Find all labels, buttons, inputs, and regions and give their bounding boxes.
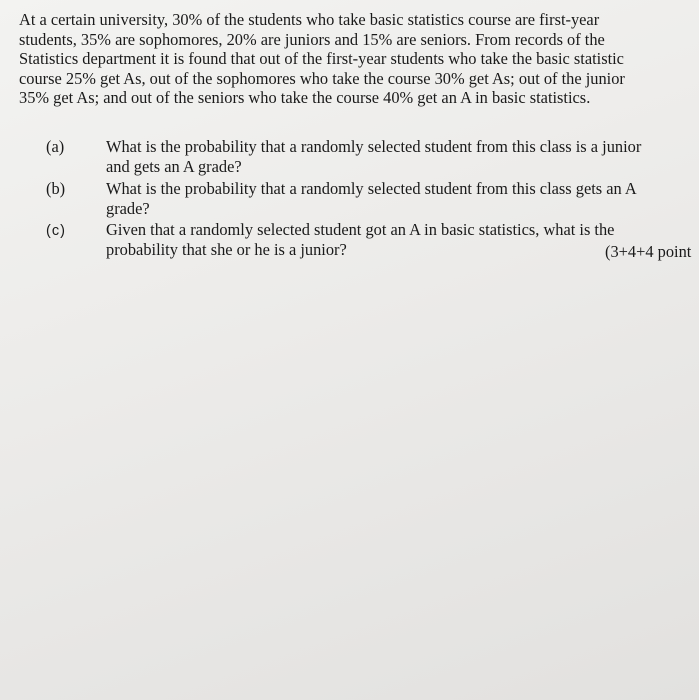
question-line: What is the probability that a randomly selected student from this class is a junior	[106, 137, 642, 156]
statement-line: Statistics department it is found that out of the first-year students who take the basic statistic	[19, 49, 624, 69]
part-a-question	[106, 137, 641, 176]
part-c-label: (c)	[46, 223, 66, 239]
part-a-label: (a)	[46, 137, 65, 156]
statement-line: 35% get As; and out of the seniors who take the course 40% get an A in basic statistics.	[19, 88, 591, 108]
part-b-label: (b)	[46, 179, 66, 198]
part-b-question	[106, 179, 637, 218]
problem-statement	[19, 10, 699, 108]
statement-line: At a certain university, 30% of the students who take basic statistics course are first-year	[19, 10, 600, 29]
question-line: probability that she or he is a junior?	[106, 239, 347, 259]
statement-line: course 25% get As, out of the sophomores who take the course 30% get As; out of the junior	[19, 68, 625, 88]
question-line: and gets an A grade?	[106, 156, 242, 176]
question-line: Given that a randomly selected student got an A in basic statistics, what is the	[106, 220, 615, 239]
question-line: What is the probability that a randomly selected student from this class gets an A	[106, 179, 637, 198]
points-allocation: (3+4+4 point	[605, 242, 692, 261]
statement-line: students, 35% are sophomores, 20% are juniors and 15% are seniors. From records of the	[19, 29, 605, 49]
question-line: grade?	[106, 198, 150, 218]
part-c-question	[106, 220, 614, 259]
